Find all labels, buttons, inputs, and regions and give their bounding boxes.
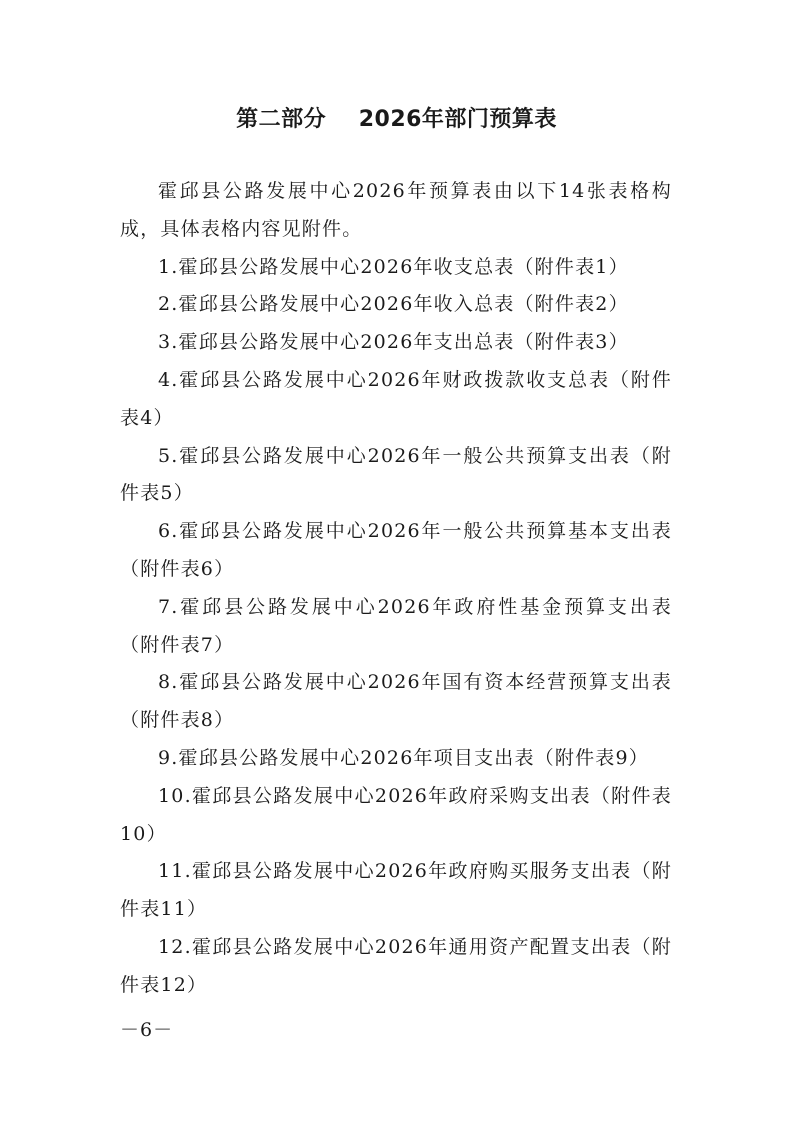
- list-item: 4.霍邱县公路发展中心2026年财政拨款收支总表（附件表4）: [120, 368, 672, 429]
- list-item: 7.霍邱县公路发展中心2026年政府性基金预算支出表（附件表7）: [120, 595, 672, 656]
- intro-paragraph: 霍邱县公路发展中心2026年预算表由以下14张表格构成，具体表格内容见附件。: [120, 180, 672, 240]
- list-item: 2.霍邱县公路发展中心2026年收入总表（附件表2）: [158, 293, 629, 316]
- list-item: 9.霍邱县公路发展中心2026年项目支出表（附件表9）: [158, 746, 649, 769]
- page-title: 第二部分 2026年部门预算表: [236, 107, 557, 132]
- list-item: 6.霍邱县公路发展中心2026年一般公共预算基本支出表（附件表6）: [120, 520, 672, 580]
- list-item: 5.霍邱县公路发展中心2026年一般公共预算支出表（附件表5）: [120, 444, 672, 505]
- list-item: 10.霍邱县公路发展中心2026年政府采购支出表（附件表10）: [120, 784, 672, 845]
- list-item: 1.霍邱县公路发展中心2026年收支总表（附件表1）: [158, 255, 629, 278]
- list-item: 3.霍邱县公路发展中心2026年支出总表（附件表3）: [158, 331, 629, 354]
- list-item: 11.霍邱县公路发展中心2026年政府购买服务支出表（附件表11）: [120, 860, 672, 921]
- page-number: －6－: [120, 1019, 174, 1041]
- list-item: 8.霍邱县公路发展中心2026年国有资本经营预算支出表（附件表8）: [120, 671, 672, 732]
- document-body: [120, 173, 672, 1005]
- list-item: 12.霍邱县公路发展中心2026年通用资产配置支出表（附件表12）: [120, 935, 672, 996]
